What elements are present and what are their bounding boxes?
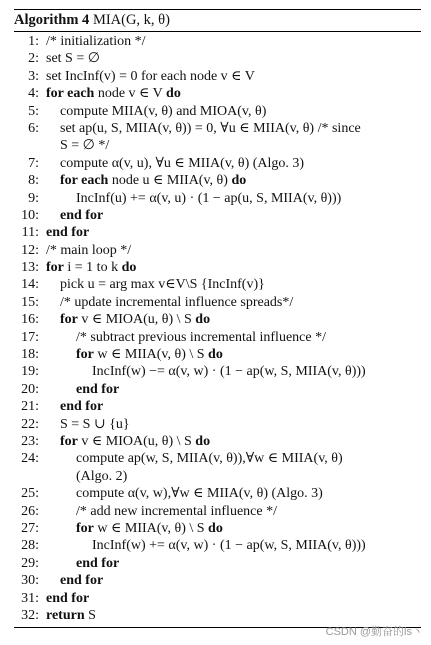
- line-number: 5:: [28, 103, 39, 119]
- algorithm-line: [14, 207, 421, 224]
- algorithm-line: [14, 294, 421, 311]
- line-text: S = S ∪ {u}: [60, 416, 130, 432]
- line-number: 20:: [21, 381, 39, 397]
- line-number: 11:: [21, 225, 39, 241]
- line-text: end for: [76, 555, 120, 571]
- line-text: for each node v ∈ V do: [46, 86, 181, 102]
- line-text: /* main loop */: [46, 242, 132, 258]
- algorithm-line: [14, 242, 421, 259]
- line-number: 19:: [21, 364, 39, 380]
- algorithm-lines: [14, 33, 421, 624]
- algorithm-line: [14, 329, 421, 346]
- algorithm-line: [14, 172, 421, 189]
- line-text: compute α(v, u), ∀u ∈ MIIA(v, θ) (Algo. 3): [60, 155, 305, 171]
- line-number: 14:: [21, 277, 39, 293]
- algorithm-line: [14, 433, 421, 450]
- line-number: 24:: [21, 451, 39, 467]
- line-text: end for: [46, 225, 90, 241]
- algorithm-label: Algorithm 4: [14, 12, 90, 28]
- algorithm-line: [14, 572, 421, 589]
- line-number: 25:: [21, 486, 39, 502]
- line-text: set IncInf(v) = 0 for each node v ∈ V: [46, 68, 255, 84]
- line-text: end for: [46, 590, 90, 606]
- algorithm-line: [14, 607, 421, 624]
- line-text: pick u = arg max v∈V\S {IncInf(v)}: [60, 277, 265, 293]
- line-number: 29:: [21, 555, 39, 571]
- line-text: end for: [60, 207, 104, 223]
- line-text: IncInf(w) −= α(v, w) · (1 − ap(w, S, MIIA(v, θ))): [92, 364, 366, 380]
- line-text: for w ∈ MIIA(v, θ) \ S do: [76, 347, 223, 363]
- line-number: 10:: [21, 207, 39, 223]
- line-text: /* update incremental influence spreads*/: [60, 294, 294, 310]
- algorithm-line: [14, 485, 421, 502]
- line-number: 13:: [21, 260, 39, 276]
- line-text: end for: [60, 573, 104, 589]
- algorithm-line: [14, 120, 421, 155]
- algorithm-line: [14, 346, 421, 363]
- line-number: 31:: [21, 590, 39, 606]
- line-text: for v ∈ MIOA(u, θ) \ S do: [60, 312, 211, 328]
- line-number: 26:: [21, 503, 39, 519]
- line-text: for w ∈ MIIA(v, θ) \ S do: [76, 520, 223, 536]
- algorithm-block: [14, 9, 421, 628]
- line-number: 15:: [21, 294, 39, 310]
- algorithm-line: [14, 381, 421, 398]
- line-text: end for: [60, 399, 104, 415]
- line-text: compute ap(w, S, MIIA(v, θ)),∀w ∈ MIIA(v, θ): [76, 451, 343, 467]
- watermark: CSDN @勤奋的ls丶: [325, 626, 423, 638]
- line-number: 7:: [28, 155, 39, 171]
- header-rule: [14, 31, 421, 32]
- algorithm-line: [14, 363, 421, 380]
- line-number: 32:: [21, 607, 39, 623]
- line-number: 1:: [28, 34, 39, 49]
- line-text: /* subtract previous incremental influence */: [76, 329, 326, 345]
- line-text: end for: [76, 381, 120, 397]
- algorithm-line: [14, 450, 421, 485]
- algorithm-line: [14, 276, 421, 293]
- line-text: set ap(u, S, MIIA(v, θ)) = 0, ∀u ∈ MIIA(v, θ) /* since: [60, 120, 361, 136]
- line-number: 12:: [21, 242, 39, 258]
- line-text: IncInf(w) += α(v, w) · (1 − ap(w, S, MIIA(v, θ))): [92, 538, 366, 554]
- line-number: 18:: [21, 347, 39, 363]
- line-number: 22:: [21, 416, 39, 432]
- algorithm-name: MIA(G, k, θ): [92, 12, 170, 28]
- algorithm-line: [14, 33, 421, 50]
- line-text: compute MIIA(v, θ) and MIOA(v, θ): [60, 103, 267, 119]
- algorithm-line: [14, 520, 421, 537]
- line-text: set S = ∅: [46, 51, 100, 67]
- line-text: IncInf(u) += α(v, u) · (1 − ap(u, S, MIIA(v, θ))): [76, 190, 342, 206]
- line-number: 3:: [28, 68, 39, 84]
- line-number: 2:: [28, 51, 39, 67]
- algorithm-title: [14, 10, 421, 29]
- algorithm-line: [14, 503, 421, 520]
- line-number: 21:: [21, 399, 39, 415]
- algorithm-line: [14, 68, 421, 85]
- algorithm-line: [14, 555, 421, 572]
- algorithm-line: [14, 398, 421, 415]
- line-number: 4:: [28, 86, 39, 102]
- line-text: for each node u ∈ MIIA(v, θ) do: [60, 173, 247, 189]
- line-number: 17:: [21, 329, 39, 345]
- algorithm-line: [14, 85, 421, 102]
- algorithm-line: [14, 224, 421, 241]
- line-continuation: S = ∅ */: [60, 138, 110, 154]
- line-number: 23:: [21, 434, 39, 449]
- algorithm-line: [14, 155, 421, 172]
- line-text: /* add new incremental influence */: [76, 503, 277, 519]
- algorithm-line: [14, 50, 421, 67]
- line-text: return S: [46, 607, 96, 623]
- line-continuation: (Algo. 2): [76, 468, 128, 484]
- algorithm-line: [14, 537, 421, 554]
- algorithm-line: [14, 416, 421, 433]
- line-number: 16:: [21, 312, 39, 328]
- algorithm-line: [14, 259, 421, 276]
- line-number: 30:: [21, 573, 39, 589]
- line-number: 8:: [28, 173, 39, 189]
- line-text: for i = 1 to k do: [46, 260, 137, 276]
- algorithm-line: [14, 311, 421, 328]
- algorithm-line: [14, 103, 421, 120]
- line-number: 9:: [28, 190, 39, 206]
- line-text: for v ∈ MIOA(u, θ) \ S do: [60, 434, 211, 449]
- line-text: compute α(v, w),∀w ∈ MIIA(v, θ) (Algo. 3): [76, 486, 323, 502]
- line-number: 6:: [28, 120, 39, 136]
- algorithm-line: [14, 190, 421, 207]
- line-number: 27:: [21, 520, 39, 536]
- algorithm-line: [14, 590, 421, 607]
- line-text: /* initialization */: [46, 34, 146, 49]
- line-number: 28:: [21, 538, 39, 554]
